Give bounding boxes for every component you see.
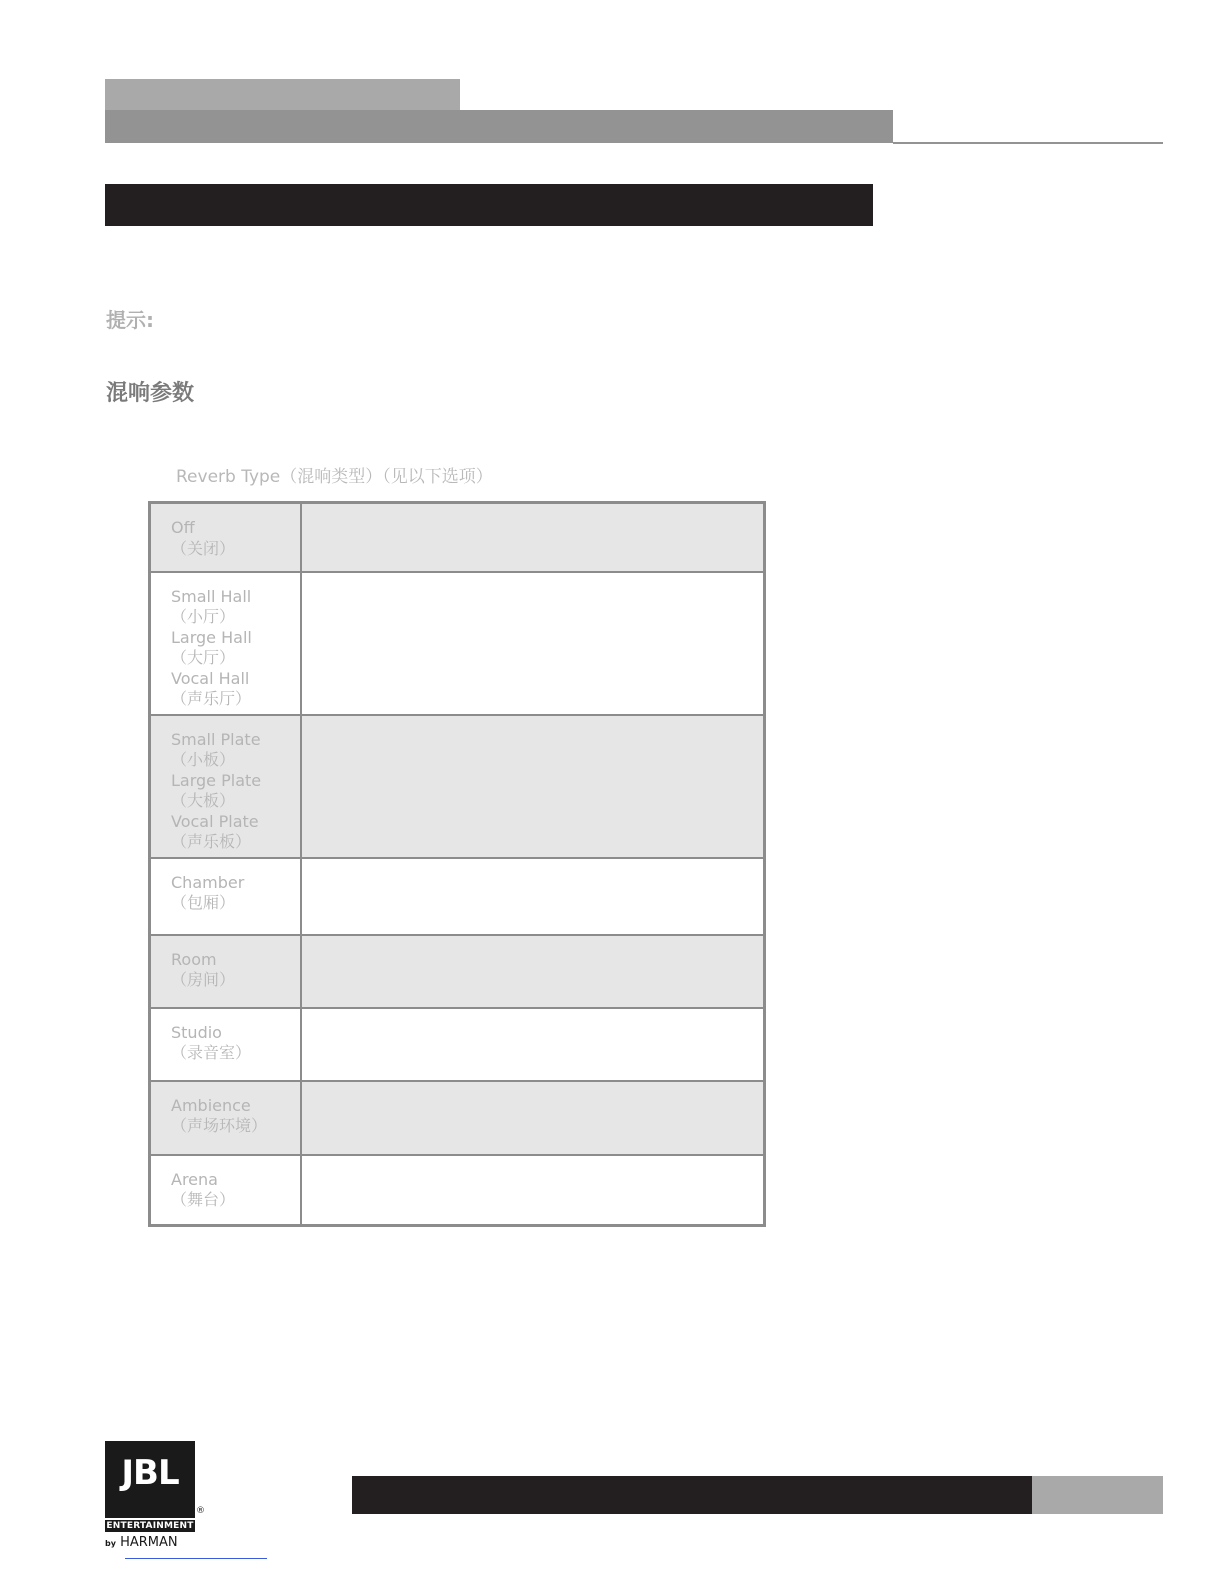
table-row [150,935,765,1008]
footer-link-underline[interactable] [125,1558,267,1559]
table-row [150,715,765,858]
header-bar-top [105,79,460,110]
section-heading: 混响参数 [106,381,195,406]
reverb-type-description [301,503,765,572]
table-row [150,858,765,935]
reverb-type-description [301,858,765,935]
logo-harman [105,1535,178,1550]
header-bar [105,110,893,143]
reverb-type-description [301,715,765,858]
title-bar [105,184,873,226]
reverb-type-description [301,572,765,715]
reverb-type-table [148,501,766,1227]
reverb-type-description [301,935,765,1008]
reverb-type-name: Ambience （声场环境） [150,1081,301,1155]
logo-entertainment: ENTERTAINMENT [106,1521,194,1531]
table-row [150,1155,765,1226]
reverb-type-name: Room （房间） [150,935,301,1008]
logo-brand: JBL [121,1453,179,1493]
jbl-logo [105,1441,195,1518]
header-rule [893,142,1163,144]
table-row [150,1008,765,1081]
reverb-type-name: Arena （舞台） [150,1155,301,1226]
reverb-type-name: Small Plate （小板） Large Plate （大板） Vocal Plate （声乐板） [150,715,301,858]
table-row [150,572,765,715]
note-label: 提示: [106,308,154,332]
footer-page-tab [1032,1476,1163,1514]
registered-mark: ® [196,1506,205,1516]
reverb-type-description [301,1008,765,1081]
reverb-type-name: Small Hall （小厅） Large Hall （大厅） Vocal Hall （声乐厅） [150,572,301,715]
table-row [150,503,765,572]
logo-parent: HARMAN [120,1535,178,1550]
reverb-type-name: Off （关闭） [150,503,301,572]
reverb-type-description [301,1081,765,1155]
table-row [150,1081,765,1155]
reverb-type-label: Reverb Type（混响类型）（见以下选项） [176,467,493,487]
footer-bar [352,1476,1032,1514]
reverb-type-name: Studio （录音室） [150,1008,301,1081]
reverb-type-description [301,1155,765,1226]
logo-by: by [105,1539,116,1548]
reverb-type-name: Chamber （包厢） [150,858,301,935]
